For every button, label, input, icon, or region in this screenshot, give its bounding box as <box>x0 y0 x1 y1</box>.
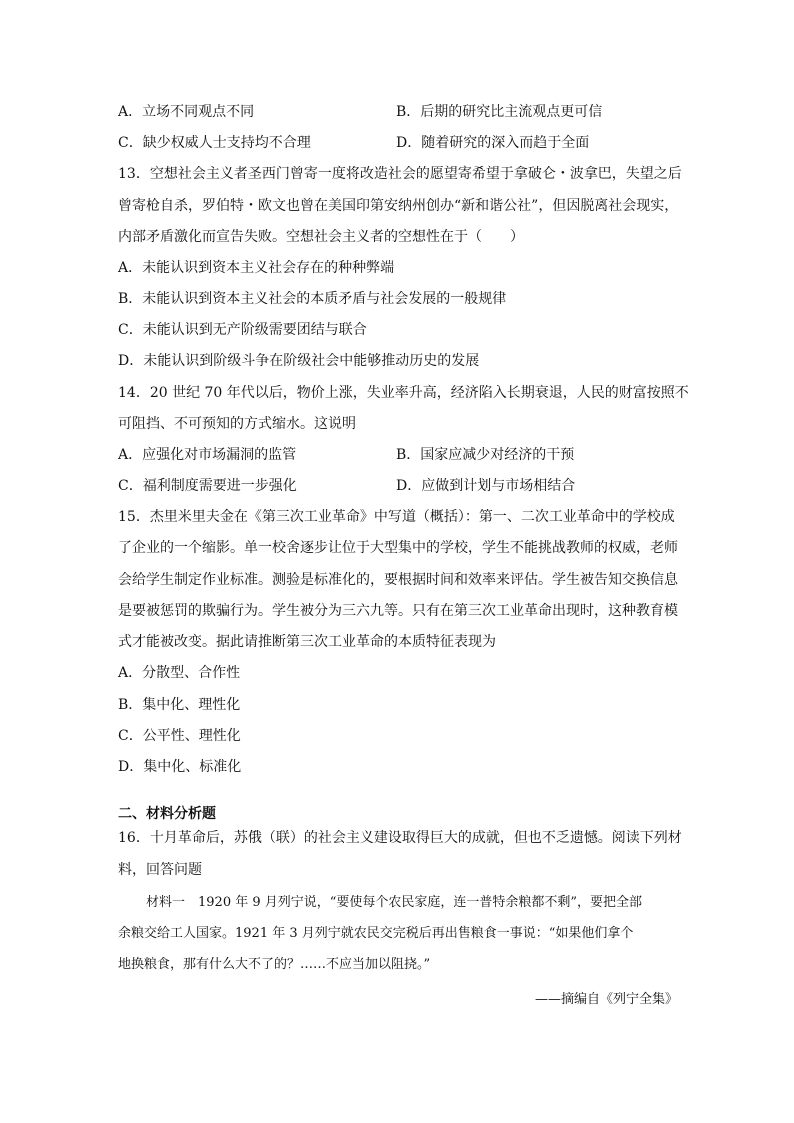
q12-option-c: C．缺少权威人士支持均不合理 <box>118 135 311 151</box>
q15-option-a: A．分散型、合作性 <box>118 665 241 681</box>
q15-option-c: C．公平性、理性化 <box>118 728 241 744</box>
q14-option-b: B．国家应减少对经济的干预 <box>396 447 575 463</box>
q13-option-a: A．未能认识到资本主义社会存在的种种弊端 <box>118 260 395 276</box>
section-heading: 二、材料分析题 <box>118 806 216 822</box>
material-line-1: 材料一 1920 年 9 月列宁说，“要使每个农民家庭，连一普特余粮都不剩”，要把全部 <box>146 895 643 910</box>
q15-stem-line-5: 式才能被改变。据此请推断第三次工业革命的本质特征表现为 <box>118 634 496 650</box>
q12-option-a: A．立场不同观点不同 <box>118 104 255 120</box>
q16-stem-line-1: 16．十月革命后，苏俄（联）的社会主义建设取得巨大的成就，但也不乏遗憾。阅读下列材 <box>118 830 682 846</box>
q14-option-c: C．福利制度需要进一步强化 <box>118 478 297 494</box>
q15-option-d: D．集中化、标准化 <box>118 759 242 775</box>
q16-stem-line-2: 料，回答问题 <box>118 862 202 878</box>
q13-option-c: C．未能认识到无产阶级需要团结与联合 <box>118 322 367 338</box>
q13-option-d: D．未能认识到阶级斗争在阶级社会中能够推动历史的发展 <box>118 353 480 369</box>
q15-stem-line-3: 会给学生制定作业标准。测验是标准化的，要根据时间和效率来评估。学生被告知交换信息 <box>118 572 678 588</box>
q13-option-b: B．未能认识到资本主义社会的本质矛盾与社会发展的一般规律 <box>118 291 507 307</box>
q14-option-a: A．应强化对市场漏洞的监管 <box>118 447 297 463</box>
q12-option-b: B．后期的研究比主流观点更可信 <box>396 104 603 120</box>
q14-stem-line-2: 可阻挡、不可预知的方式缩水。这说明 <box>118 416 356 432</box>
q15-option-b: B．集中化、理性化 <box>118 697 241 713</box>
q13-stem-line-3: 内部矛盾激化而宣告失败。空想社会主义者的空想性在于（ ） <box>118 229 524 245</box>
q15-stem-line-2: 了企业的一个缩影。单一校舍逐步让位于大型集中的学校，学生不能挑战教师的权威，老师 <box>118 540 678 556</box>
q14-stem-line-1: 14．20 世纪 70 年代以后，物价上涨，失业率升高，经济陷入长期衰退，人民的财富按照不 <box>118 385 689 401</box>
q15-stem-line-4: 是要被惩罚的欺骗行为。学生被分为三六九等。只有在第三次工业革命出现时，这种教育模 <box>118 603 678 619</box>
q13-stem-line-1: 13．空想社会主义者圣西门曾寄一度将改造社会的愿望寄希望于拿破仑・波拿巴，失望之后 <box>118 166 682 182</box>
q15-stem-line-1: 15．杰里米里夫金在《第三次工业革命》中写道（概括）：第一、二次工业革命中的学校成 <box>118 509 675 525</box>
q13-stem-line-2: 曾寄枪自杀，罗伯特・欧文也曾在美国印第安纳州创办“新和谐公社”，但因脱离社会现实， <box>118 198 679 214</box>
material-line-2: 余粮交给工人国家。1921 年 3 月列宁就农民交完税后再出售粮食一事说：“如果他们拿个 <box>118 926 634 941</box>
q12-option-d: D．随着研究的深入而趋于全面 <box>396 135 590 151</box>
material-source: ——摘编自《列宁全集》 <box>534 992 678 1007</box>
q14-option-d: D．应做到计划与市场相结合 <box>396 478 576 494</box>
material-line-3: 地换粮食，那有什么大不了的？……不应当加以阻挠。” <box>118 957 431 972</box>
